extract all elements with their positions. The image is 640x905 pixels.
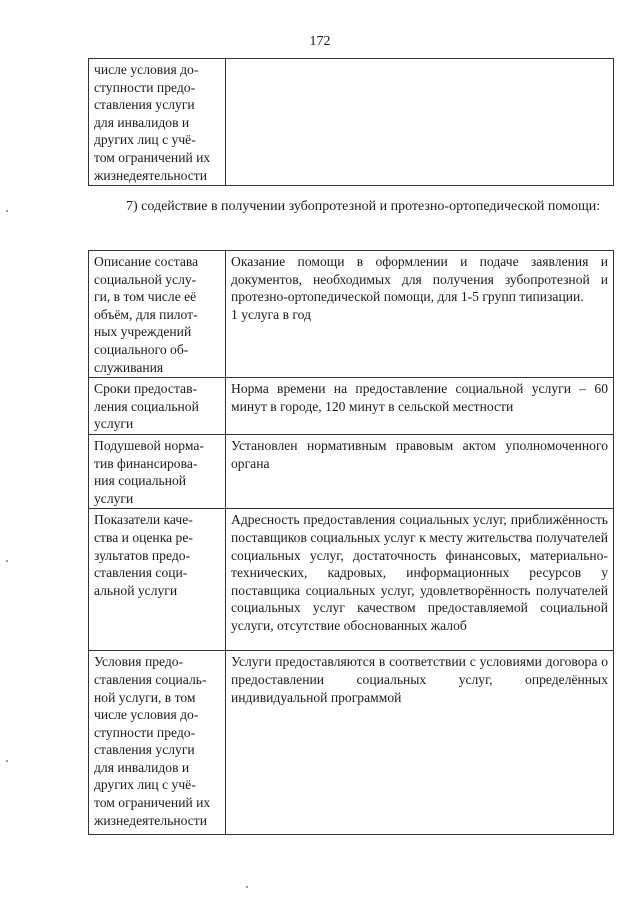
table-row [89,251,614,378]
row-label: Сроки предостав- ления социальной услуги [94,381,199,432]
scan-edge-mark [6,560,8,562]
scan-edge-mark [6,760,8,762]
row-label: Описание состава социальной услу- ги, в том числе её объём, для пилот- ных учреждений социального об- служивания [94,254,199,375]
row-value: Оказание помощи в оформлении и подаче заявления и документов, необходимых для получения зубопротезной и протезно-ортопедической помощи, для 1-5 групп типизации. 1 услуга в год [231,254,608,322]
row-value-cell [226,434,614,508]
page-number: 172 [309,34,331,49]
table-row [89,651,614,835]
row-label-cell [89,509,226,651]
row-label-cell [89,59,226,186]
row-value: Норма времени на предоставление социальной услуги – 60 минут в городе, 120 минут в сельской местности [231,381,608,414]
row-value-cell [226,509,614,651]
row-value: Услуги предоставляются в соответствии с условиями договора о предоставлении социальных услуг, определённых индивидуальной программой [231,654,608,705]
row-label-cell [89,651,226,835]
table-row [89,509,614,651]
row-label: числе условия до- ступности предо- ставления услуги для инвалидов и других лиц с учё- том ограничений их жизнедеятельности [94,62,211,183]
row-label-cell [89,251,226,378]
row-value-cell [226,651,614,835]
row-value-cell [226,59,614,186]
scan-edge-mark [6,210,8,212]
continuation-table [88,58,614,186]
row-label: Подушевой норма- тив финансирова- ния социальной услуги [94,437,204,506]
row-value-cell [226,378,614,435]
table-row [89,59,614,186]
table-row [89,434,614,508]
row-value: Адресность предоставления социальных услуг, приближённость поставщиков социальных услуг к месту жительства получателей социальных услуг, достаточность финансовых, материально-технических, кадровых, информационных ресурсов у поставщика социальных услуг, удовлетворённость получателей социальных услуг качеством предоставляемой социальной услуги, отсутствие обоснованных жалоб [231,512,608,633]
table-row [89,378,614,435]
row-label: Показатели каче- ства и оценка ре- зультатов предо- ставления соци- альной услуги [94,512,193,598]
row-label-cell [89,378,226,435]
row-value: Установлен нормативным правовым актом уполномоченного органа [231,437,608,471]
row-label-cell [89,434,226,508]
section-heading: 7) содействие в получении зубопротезной и протезно-ортопедической помощи: [126,199,601,214]
row-value-cell [226,251,614,378]
service-description-table [88,250,614,835]
row-label: Условия предо- ставления социаль- ной услуги, в том числе условия до- ступности предо- ставления услуги для инвалидов и других лиц с учё- том ограничений их жизнедеятельности [94,654,211,828]
scan-edge-mark [246,886,248,888]
